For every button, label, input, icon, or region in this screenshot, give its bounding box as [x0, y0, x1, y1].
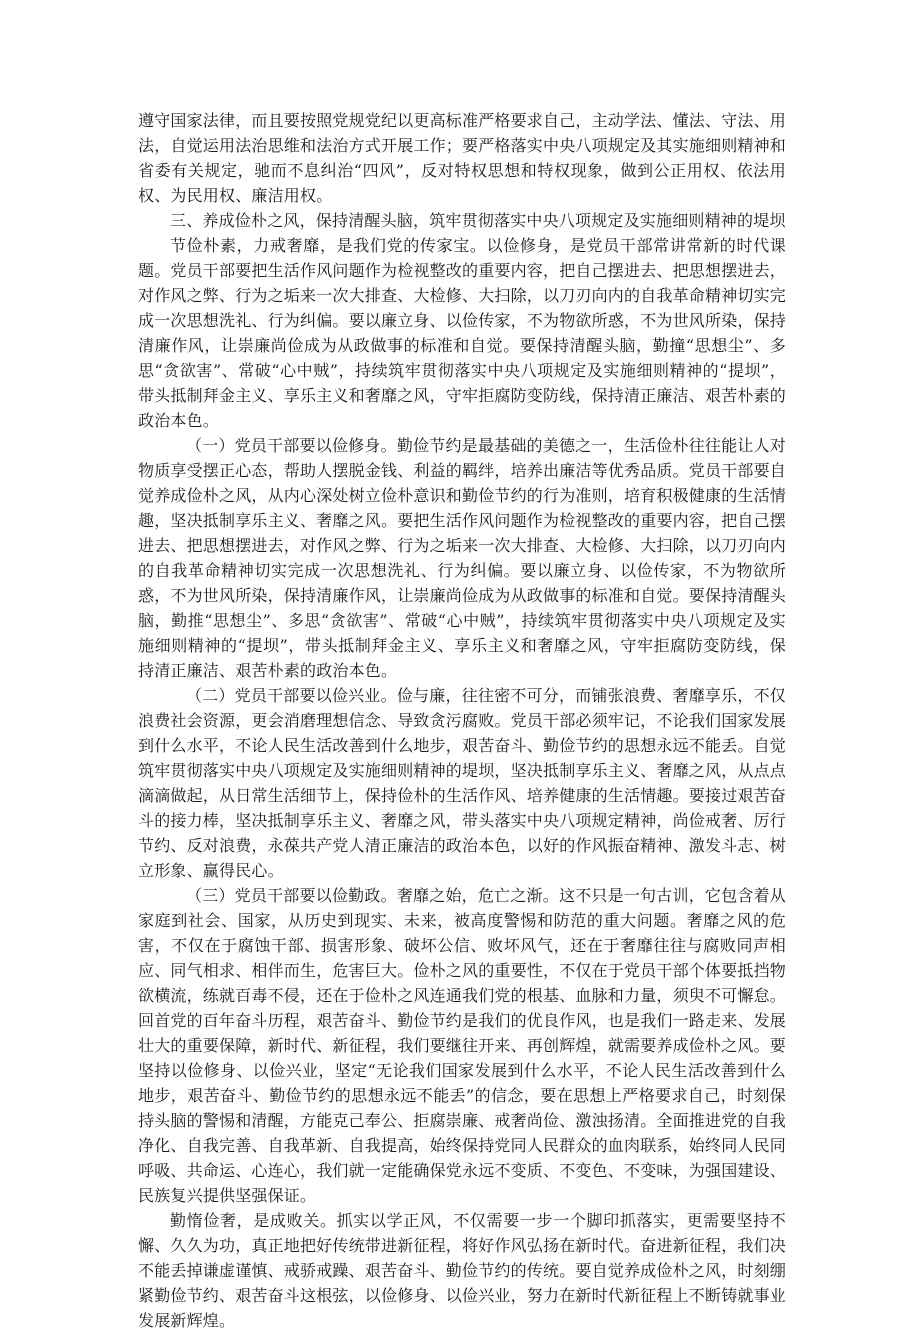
paragraph-conclusion: 勤惰俭奢，是成败关。抓实以学正风，不仅需要一步一个脚印抓落实，更需要坚持不懈、久久为功，真正地把好传统带进新征程，将好作风弘扬在新时代。奋进新征程，我们决不能丢掉谦虚谨慎、戒骄戒躁、艰苦奋斗、勤俭节约的传统。要自觉养成俭朴之风，时刻绷紧勤俭节约、艰苦奋斗这根弦，以俭修身、以俭兴业，努力在新时代新征程上不断铸就事业发展新辉煌。: [138, 1211, 787, 1330]
paragraph-intro: 节俭朴素，力戒奢靡，是我们党的传家宝。以俭修身，是党员干部常讲常新的时代课题。党员干部要把生活作风问题作为检视整改的重要内容，把自己摆进去、把思想摆进去，对作风之弊、行为之垢来一次大排查、大检修、大扫除，以刀刃向内的自我革命精神切实完成一次思想洗礼、行为纠偏。要以廉立身、以俭传家，不为物欲所惑，不为世风所染，保持清廉作风，让崇廉尚俭成为从政做事的标准和自觉。要保持清醒头脑，勤撞“思想尘”、多思“贪欲害”、常破“心中贼”，持续筑牢贯彻落实中央八项规定及实施细则精神的“提坝”，带头抵制拜金主义、享乐主义和奢靡之风，守牢拒腐防变防线，保持清正廉洁、艰苦朴素的政治本色。: [138, 236, 787, 430]
section-heading-three: 三、养成俭朴之风，保持清醒头脑，筑牢贯彻落实中央八项规定及实施细则精神的堤坝: [170, 211, 786, 230]
paragraph-subsection-one: （一）党员干部要以俭修身。勤俭节约是最基础的美德之一，生活俭朴往往能让人对物质享受摆正心态，帮助人摆脱金钱、利益的羁绊，培养出廉洁等优秀品质。党员干部要自觉养成俭朴之风，从内心深处树立俭朴意识和勤俭节约的行为准则，培育积极健康的生活情趣，坚决抵制享乐主义、奢靡之风。要把生活作风问题作为检视整改的重要内容，把自己摆进去、把思想摆进去，对作风之弊、行为之垢来一次大排查、大检修、大扫除，以刀刃向内的自我革命精神切实完成一次思想洗礼、行为纠偏。要以廉立身、以俭传家，不为物欲所惑，不为世风所染，保持清廉作风，让崇廉尚俭成为从政做事的标准和自觉。要保持清醒头脑，勤推“思想尘”、多思“贪欲害”、常破“心中贼”，持续筑牢贯彻落实中央八项规定及实施细则精神的“提坝”，带头抵制拜金主义、享乐主义和奢靡之风，守牢拒腐防变防线，保持清正廉洁、艰苦朴素的政治本色。: [138, 436, 787, 680]
paragraph-subsection-two: （二）党员干部要以俭兴业。俭与廉，往往密不可分，而铺张浪费、奢靡享乐，不仅浪费社会资源，更会消磨理想信念、导致贪污腐败。党员干部必须牢记，不论我们国家发展到什么水平，不论人民生活改善到什么地步，艰苦奋斗、勤俭节约的思想永远不能丢。自觉筑牢贯彻落实中央八项规定及实施细则精神的堤坝，坚决抵制享乐主义、奢靡之风，从点点滴滴做起，从日常生活细节上，保持俭朴的生活作风、培养健康的生活情趣。要接过艰苦奋斗的接力棒，坚决抵制享乐主义、奢靡之风，带头落实中央八项规定精神，尚俭戒奢、厉行节约、反对浪费，永葆共产党人清正廉洁的政治本色，以好的作风振奋精神、激发斗志、树立形象、赢得民心。: [138, 686, 787, 880]
paragraph-subsection-three: （三）党员干部要以俭勤政。奢靡之始，危亡之渐。这不只是一句古训，它包含着从家庭到社会、国家，从历史到现实、未来，被高度警惕和防范的重大问题。奢靡之风的危害，不仅在于腐蚀干部、损害形象、破坏公信、败坏风气，还在于奢靡往往与腐败同声相应、同气相求、相伴而生，危害巨大。俭朴之风的重要性，不仅在于党员干部个体要抵挡物欲横流，练就百毒不侵，还在于俭朴之风连通我们党的根基、血脉和力量，须臾不可懈怠。回首党的百年奋斗历程，艰苦奋斗、勤俭节约是我们的优良作风，也是我们一路走来、发展壮大的重要保障，新时代、新征程，我们要继往开来、再创辉煌，就需要养成俭朴之风。要坚持以俭修身、以俭兴业，坚定“无论我们国家发展到什么水平，不论人民生活改善到什么地步，艰苦奋斗、勤俭节约的思想永远不能丢”的信念，要在思想上严格要求自己，时刻保持头脑的警惕和清醒，方能克己奉公、拒腐崇廉、戒奢尚俭、激浊扬清。全面推进党的自我净化、自我完善、自我革新、自我提高，始终保持党同人民群众的血肉联系，始终同人民同呼吸、共命运、心连心，我们就一定能确保党永远不变质、不变色、不变味，为强国建设、民族复兴提供坚强保证。: [138, 886, 787, 1205]
document-body: [138, 108, 786, 1333]
paragraph-continued: 遵守国家法律，而且要按照党规党纪以更高标准严格要求自己，主动学法、懂法、守法、用法，自觉运用法治思维和法治方式开展工作；要严格落实中央八项规定及其实施细则精神和省委有关规定，驰而不息纠治“四风”，反对特权思想和特权现象，做到公正用权、依法用权、为民用权、廉洁用权。: [138, 111, 787, 205]
